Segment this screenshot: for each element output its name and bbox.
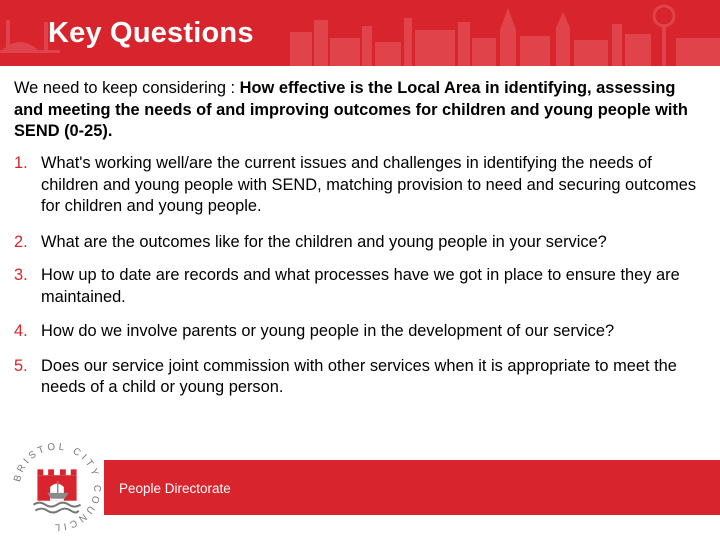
- intro-paragraph: [14, 78, 708, 143]
- footer-bar: [104, 460, 720, 515]
- question-text: What's working well/are the current issues and challenges in identifying the needs of children and young people with SEND, matching provision to need and securing outcomes for children and young people.: [41, 154, 697, 215]
- question-list: [14, 153, 708, 399]
- question-item: [14, 232, 708, 254]
- logo-ring-text: BRISTOL CITY COUNCIL: [11, 441, 103, 533]
- header-banner: [0, 0, 720, 66]
- question-number: 4.: [14, 322, 28, 340]
- question-text: What are the outcomes like for the children and young people in your service?: [41, 232, 607, 251]
- question-text: How do we involve parents or young people in the development of our service?: [41, 322, 615, 340]
- question-item: [14, 321, 708, 343]
- question-number: 3.: [14, 266, 28, 284]
- question-item: [14, 356, 708, 399]
- bristol-city-council-logo: [8, 438, 106, 536]
- question-item: [14, 265, 708, 308]
- footer-directorate-label: People Directorate: [119, 481, 231, 496]
- question-item: [14, 153, 708, 218]
- intro-bold-question: How effective is the Local Area in identifying, assessing and meeting the needs of and improving outcomes for children and young people with SEND (0-25).: [14, 79, 688, 140]
- slide-title: Key Questions: [48, 17, 254, 49]
- question-number: 5.: [14, 356, 28, 375]
- question-text: Does our service joint commission with other services when it is appropriate to meet the needs of a child or young person.: [41, 356, 677, 396]
- question-number: 2.: [14, 232, 28, 251]
- question-text: How up to date are records and what processes have we got in place to ensure they are maintained.: [41, 266, 680, 306]
- question-number: 1.: [14, 154, 28, 172]
- intro-prefix: We need to keep considering :: [14, 79, 240, 97]
